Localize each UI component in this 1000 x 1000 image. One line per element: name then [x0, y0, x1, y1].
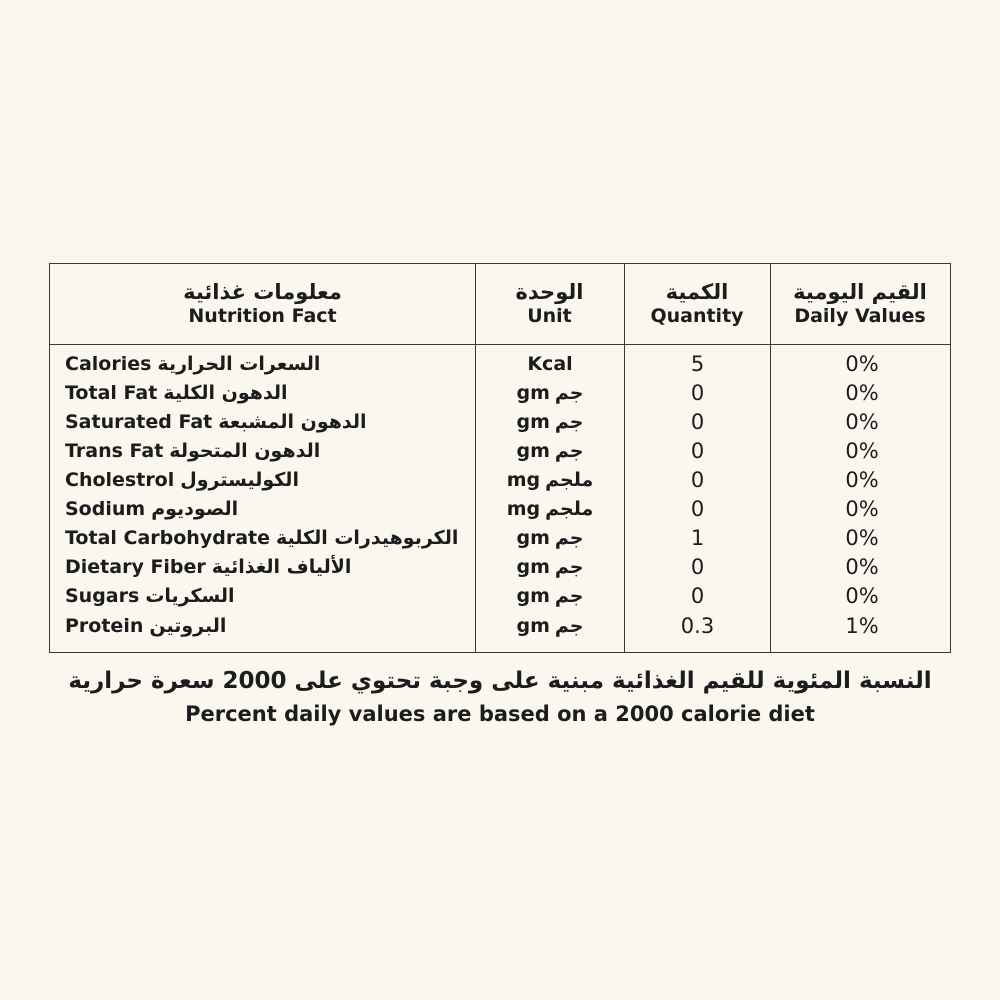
unit-arabic: ملجم — [545, 498, 594, 520]
nutrition-facts-table — [49, 263, 951, 653]
nutrient-quantity: 0 — [690, 468, 705, 492]
nutrient-quantity: 0 — [690, 439, 705, 463]
table-row — [50, 437, 950, 466]
unit-english: mg — [506, 469, 541, 491]
nutrient-name-english: Sugars — [65, 585, 140, 607]
unit-english: mg — [506, 498, 541, 520]
unit-english: gm — [516, 440, 550, 462]
nutrient-name-arabic: الكوليسترول — [180, 469, 299, 491]
unit-arabic: جم — [554, 615, 584, 637]
nutrient-name-english: Protein — [65, 615, 144, 637]
nutrient-name-english: Total Fat — [65, 382, 158, 404]
nutrient-name-english: Dietary Fiber — [65, 556, 206, 578]
nutrient-daily-value: 0% — [845, 584, 879, 608]
nutrient-name-arabic: الدهون الكلية — [163, 382, 288, 404]
nutrient-unit — [476, 408, 624, 437]
nutrient-name-english: Trans Fat — [65, 440, 164, 462]
nutrient-unit — [476, 350, 624, 379]
unit-arabic: جم — [554, 585, 584, 607]
table-row — [50, 524, 950, 553]
nutrient-quantity: 0 — [690, 381, 705, 405]
unit-english: gm — [516, 615, 550, 637]
table-row — [50, 553, 950, 582]
nutrient-name — [65, 350, 475, 379]
nutrient-name — [65, 553, 475, 582]
nutrient-name-arabic: السعرات الحرارية — [157, 353, 321, 375]
header-quantity-arabic: الكمية — [665, 280, 729, 304]
footer-note-arabic: النسبة المئوية للقيم الغذائية مبنية على وجبة تحتوي على 2000 سعرة حرارية — [68, 668, 932, 694]
table-row — [50, 408, 950, 437]
header-divider — [50, 344, 950, 345]
footer-note-english: Percent daily values are based on a 2000 calorie diet — [185, 702, 815, 726]
nutrient-quantity: 0 — [690, 555, 705, 579]
header-daily-values-english: Daily Values — [794, 305, 926, 328]
nutrient-name-arabic: الصوديوم — [151, 498, 239, 520]
unit-english: Kcal — [527, 353, 573, 375]
nutrient-unit — [476, 437, 624, 466]
nutrient-quantity: 0.3 — [680, 614, 715, 638]
nutrient-daily-value: 1% — [845, 614, 879, 638]
nutrient-name-arabic: السكريات — [145, 585, 235, 607]
unit-english: gm — [516, 585, 550, 607]
table-row — [50, 582, 950, 611]
nutrient-name-arabic: الدهون المتحولة — [169, 440, 321, 462]
nutrient-daily-value: 0% — [845, 526, 879, 550]
nutrient-name — [65, 612, 475, 641]
header-quantity-english: Quantity — [650, 305, 744, 328]
nutrient-unit — [476, 524, 624, 553]
header-name-english: Nutrition Fact — [188, 305, 337, 328]
nutrient-unit — [476, 379, 624, 408]
header-unit-arabic: الوحدة — [515, 280, 584, 304]
nutrient-name-english: Calories — [65, 353, 152, 375]
nutrient-name — [65, 524, 475, 553]
nutrient-name-english: Total Carbohydrate — [65, 527, 270, 549]
unit-arabic: جم — [554, 440, 584, 462]
nutrient-name — [65, 495, 475, 524]
nutrient-daily-value: 0% — [845, 497, 879, 521]
header-daily-values-arabic: القيم اليومية — [793, 280, 927, 304]
nutrient-quantity: 1 — [690, 526, 705, 550]
unit-english: gm — [516, 556, 550, 578]
header-nutrition-fact — [50, 264, 475, 344]
nutrient-name — [65, 379, 475, 408]
nutrient-name-english: Saturated Fat — [65, 411, 213, 433]
header-quantity — [624, 264, 770, 344]
unit-arabic: جم — [554, 382, 584, 404]
unit-english: gm — [516, 527, 550, 549]
header-unit — [475, 264, 624, 344]
table-row — [50, 350, 950, 379]
nutrient-unit — [476, 553, 624, 582]
nutrient-daily-value: 0% — [845, 410, 879, 434]
table-row — [50, 495, 950, 524]
nutrient-daily-value: 0% — [845, 555, 879, 579]
nutrient-name-english: Sodium — [65, 498, 146, 520]
header-unit-english: Unit — [527, 305, 572, 328]
nutrient-quantity: 0 — [690, 584, 705, 608]
nutrient-name — [65, 437, 475, 466]
nutrient-name-arabic: الألياف الغذائية — [211, 556, 352, 578]
unit-arabic: جم — [554, 527, 584, 549]
nutrient-name — [65, 466, 475, 495]
nutrient-daily-value: 0% — [845, 439, 879, 463]
table-row — [50, 612, 950, 641]
nutrient-name — [65, 408, 475, 437]
unit-arabic: جم — [554, 556, 584, 578]
nutrient-unit — [476, 612, 624, 641]
unit-arabic: ملجم — [545, 469, 594, 491]
nutrient-unit — [476, 466, 624, 495]
header-daily-values — [770, 264, 950, 344]
unit-english: gm — [516, 382, 550, 404]
nutrient-daily-value: 0% — [845, 352, 879, 376]
nutrient-quantity: 5 — [690, 352, 705, 376]
nutrient-unit — [476, 495, 624, 524]
header-name-arabic: معلومات غذائية — [183, 280, 342, 304]
unit-english: gm — [516, 411, 550, 433]
nutrient-daily-value: 0% — [845, 381, 879, 405]
nutrient-name-arabic: الكربوهيدرات الكلية — [275, 527, 459, 549]
nutrient-name-arabic: البروتين — [149, 615, 227, 637]
nutrient-daily-value: 0% — [845, 468, 879, 492]
table-row — [50, 379, 950, 408]
nutrient-quantity: 0 — [690, 410, 705, 434]
nutrient-name — [65, 582, 475, 611]
nutrient-name-arabic: الدهون المشبعة — [218, 411, 367, 433]
unit-arabic: جم — [554, 411, 584, 433]
nutrient-name-english: Cholestrol — [65, 469, 175, 491]
table-row — [50, 466, 950, 495]
nutrient-unit — [476, 582, 624, 611]
nutrient-quantity: 0 — [690, 497, 705, 521]
